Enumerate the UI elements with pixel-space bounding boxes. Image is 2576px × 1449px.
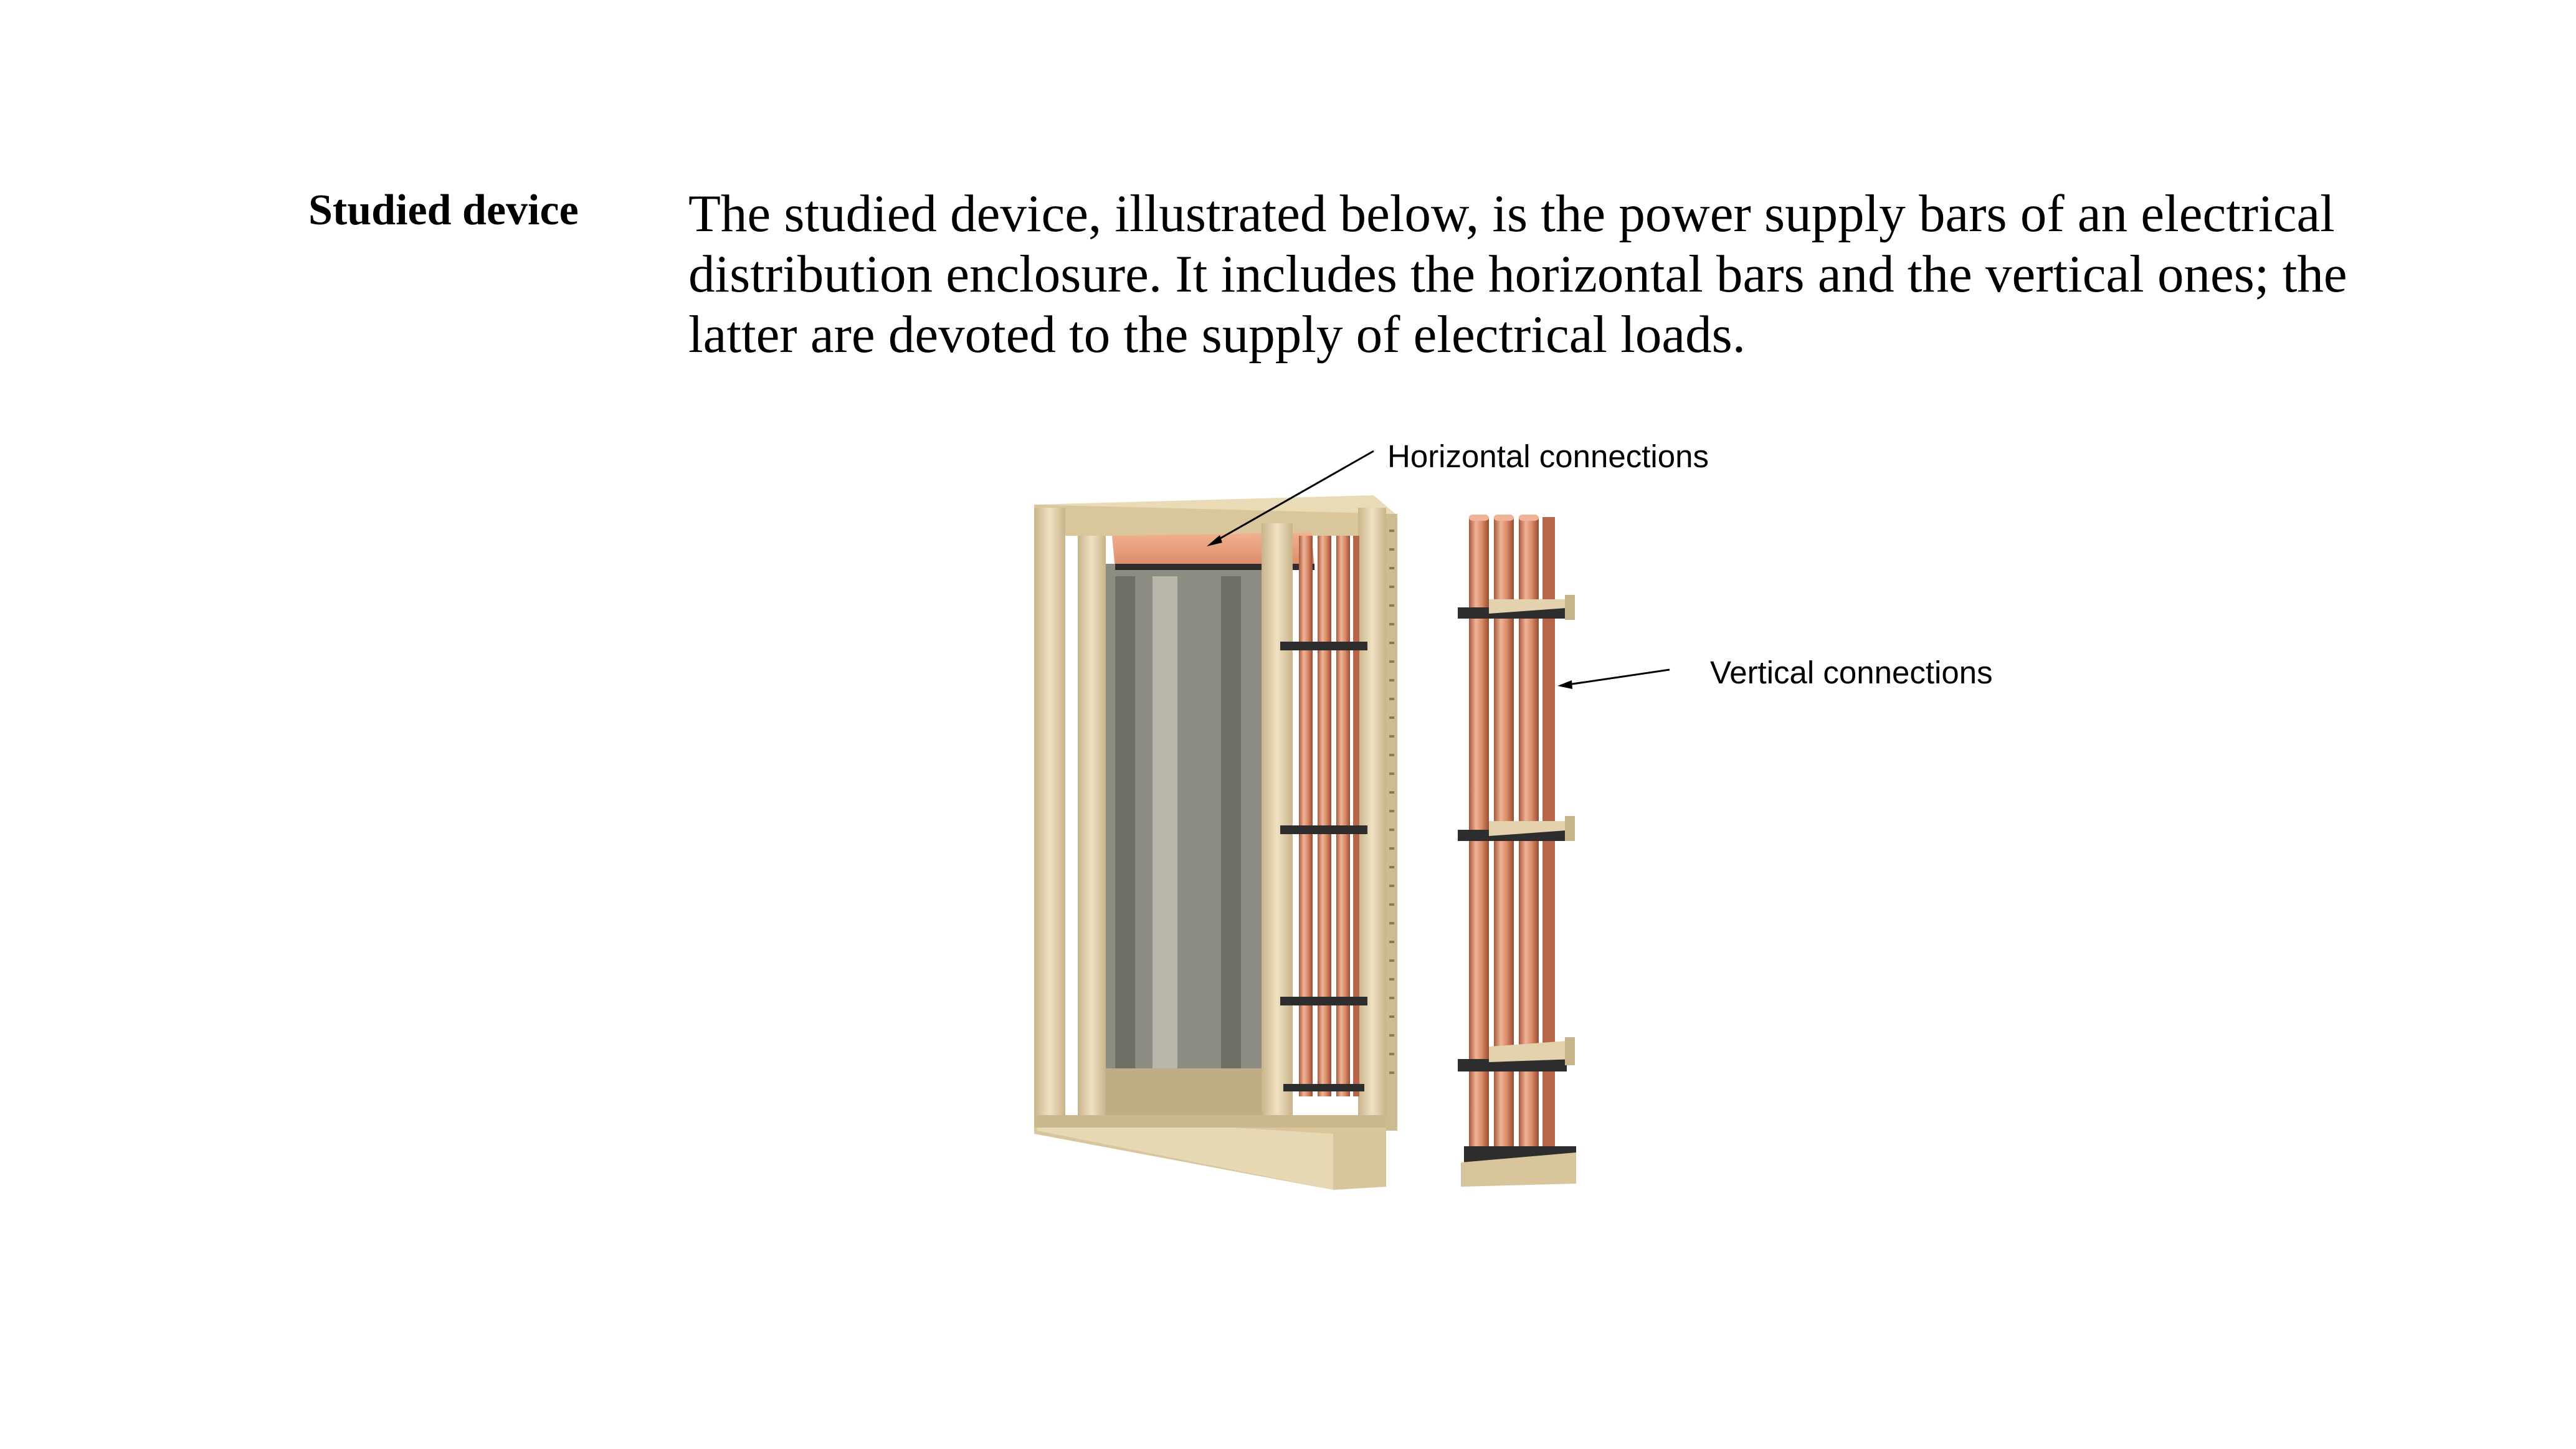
vertical-connections-label: Vertical connections (1710, 655, 1993, 690)
vertical-leader-line (1564, 670, 1670, 685)
enclosure-frame (1034, 495, 1397, 1190)
horizontal-connections-label: Horizontal connections (1387, 439, 1709, 474)
vertical-busbar-assembly (1458, 515, 1576, 1187)
section-label: Studied device (308, 186, 579, 234)
vertical-arrowhead (1557, 680, 1572, 689)
paragraph-line: latter are devoted to the supply of electrical loads. (688, 305, 1746, 364)
paragraph-line: distribution enclosure. It includes the horizontal bars and the vertical ones; the (688, 245, 2347, 303)
paragraph-line: The studied device, illustrated below, is the power supply bars of an electrical (688, 184, 2335, 243)
